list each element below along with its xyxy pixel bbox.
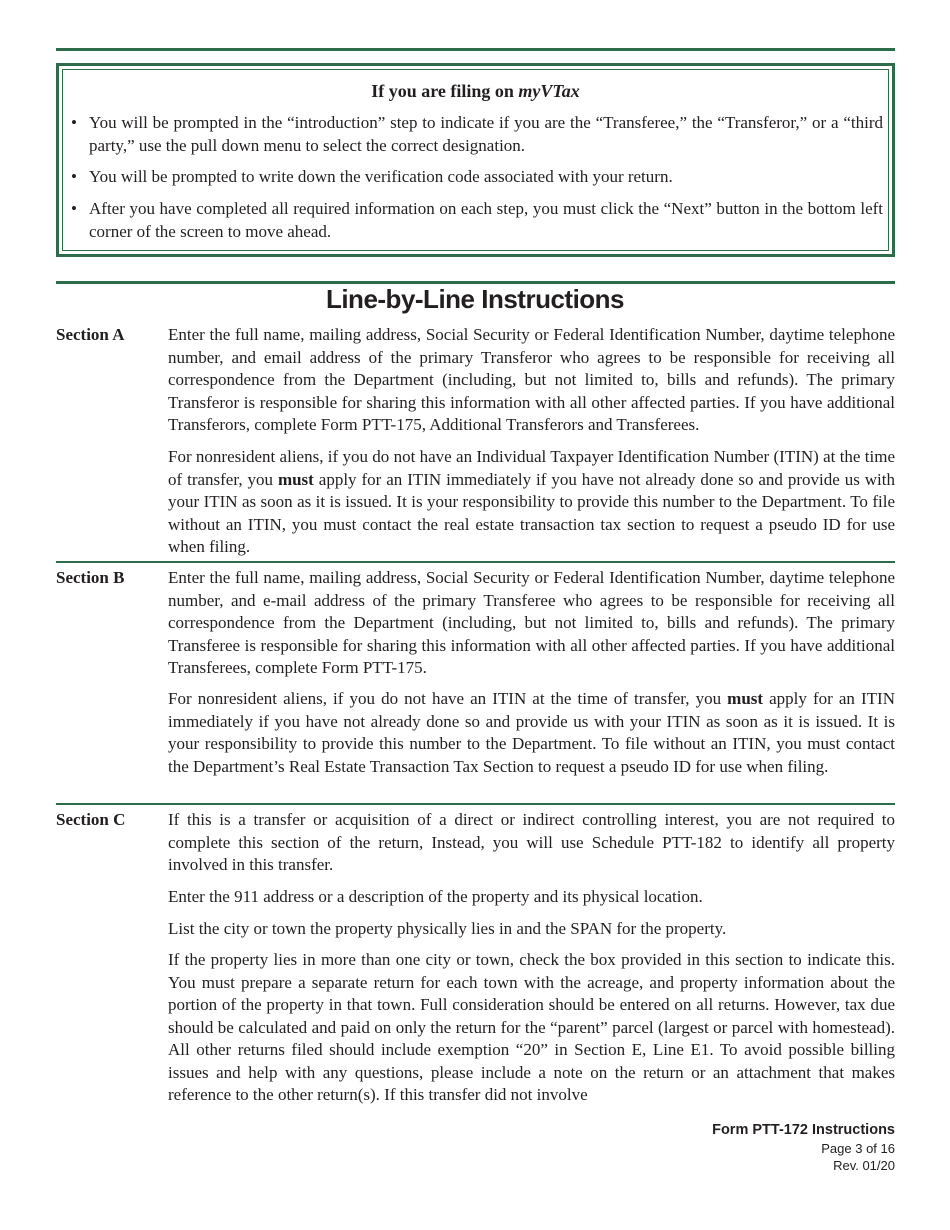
section-c-paragraph-2: Enter the 911 address or a description of the property and its physical location. xyxy=(168,887,703,906)
section-a-paragraph-1: Enter the full name, mailing address, Social Security or Federal Identification Number, daytime telephone number, and email address of the primary Transferor who agrees to be responsible for receiving all correspondence from the Department (including, but not limited to, bills and refunds). The primary Transferor is responsible for sharing this information with all other affected parties. If you have additional Transferors, complete Form PTT-175, Additional Transferors and Transferees. xyxy=(168,325,895,434)
box-bullet xyxy=(71,198,883,243)
bullet-text: You will be prompted to write down the verification code associated with your return. xyxy=(89,167,673,186)
section-c-paragraph-4: If the property lies in more than one city or town, check the box provided in this section to indicate this. You must prepare a separate return for each town with the acreage, and property information about the portion of the property in that town. Full consideration should be entered on all returns. However, tax due should be calculated and paid on only the return for the “parent” parcel (largest or parcel with homestead). All other returns filed should include exemption “20” in Section E, Line E1. To avoid possible billing issues and help with any questions, please include a note on the return or an attachment that makes reference to the other return(s). If this transfer did not involve xyxy=(168,950,895,1104)
emphasis-must: must xyxy=(727,689,764,708)
footer-page-number: Page 3 of 16 xyxy=(821,1141,895,1156)
section-b-paragraph-2 xyxy=(168,688,895,778)
bullet-text: After you have completed all required information on each step, you must click the “Next” button in the bottom left corner of the screen to move ahead. xyxy=(89,199,883,241)
section-a-paragraph-2 xyxy=(168,446,895,559)
section-b-label: Section B xyxy=(56,568,125,587)
myvtax-filing-box xyxy=(56,63,895,257)
text-run: apply for an ITIN immediately if you have not already done so and provide us with your ITIN as soon as it is issued. It is your responsibility to provide this number to the Department. To file without an ITIN, you must contact the real estate transaction tax section to request a pseudo ID for use when filing. xyxy=(168,469,895,556)
section-divider xyxy=(56,561,895,563)
footer-revision: Rev. 01/20 xyxy=(833,1158,895,1173)
section-a-label: Section A xyxy=(56,325,125,344)
box-title-text: If you are filing on xyxy=(371,81,519,101)
section-b-paragraph-1: Enter the full name, mailing address, Social Security or Federal Identification Number, daytime telephone number, and e-mail address of the primary Transferee who agrees to be responsible for receiving all correspondence from the Department (including, but not limited to, bills and refunds). The primary Transferee is responsible for sharing this information with all other affected parties. If you have additional Transferees, complete Form PTT-175. xyxy=(168,568,895,677)
box-title xyxy=(59,80,892,102)
bullet-text: You will be prompted in the “introduction” step to indicate if you are the “Transferee,” the “Transferor,” or a “third party,” use the pull down menu to select the correct designation. xyxy=(89,113,883,155)
box-bullet xyxy=(71,166,883,189)
text-run: For nonresident aliens, if you do not have an Individual Taxpayer Identification Number (ITIN) at the time of transfer, you xyxy=(168,447,895,489)
section-c-paragraph-3: List the city or town the property physically lies in and the SPAN for the property. xyxy=(168,919,727,938)
top-rule xyxy=(56,48,895,51)
footer-form-title: Form PTT-172 Instructions xyxy=(712,1122,895,1138)
section-c-paragraph-1: If this is a transfer or acquisition of a direct or indirect controlling interest, you are not required to complete this section of the return, Instead, you will use Schedule PTT-182 to identify all property involved in this transfer. xyxy=(168,810,895,874)
bullet-icon: • xyxy=(71,113,77,132)
box-bullet xyxy=(71,112,883,157)
section-divider xyxy=(56,803,895,805)
section-c-label: Section C xyxy=(56,810,126,829)
page-heading: Line-by-Line Instructions xyxy=(325,284,625,314)
bullet-icon: • xyxy=(71,199,77,218)
bullet-icon: • xyxy=(71,167,77,186)
text-run: apply for an ITIN immediately if you have not already done so and provide us with your ITIN as soon as it is issued. It is your responsibility to provide this number to the Department. To file without an ITIN, you must contact the Department’s Real Estate Transaction Tax Section to request a pseudo ID for use when filing. xyxy=(168,689,895,776)
text-run: For nonresident aliens, if you do not have an ITIN at the time of transfer, you xyxy=(168,689,728,708)
emphasis-must: must xyxy=(277,469,314,489)
box-title-emphasis: myVTax xyxy=(518,81,580,101)
